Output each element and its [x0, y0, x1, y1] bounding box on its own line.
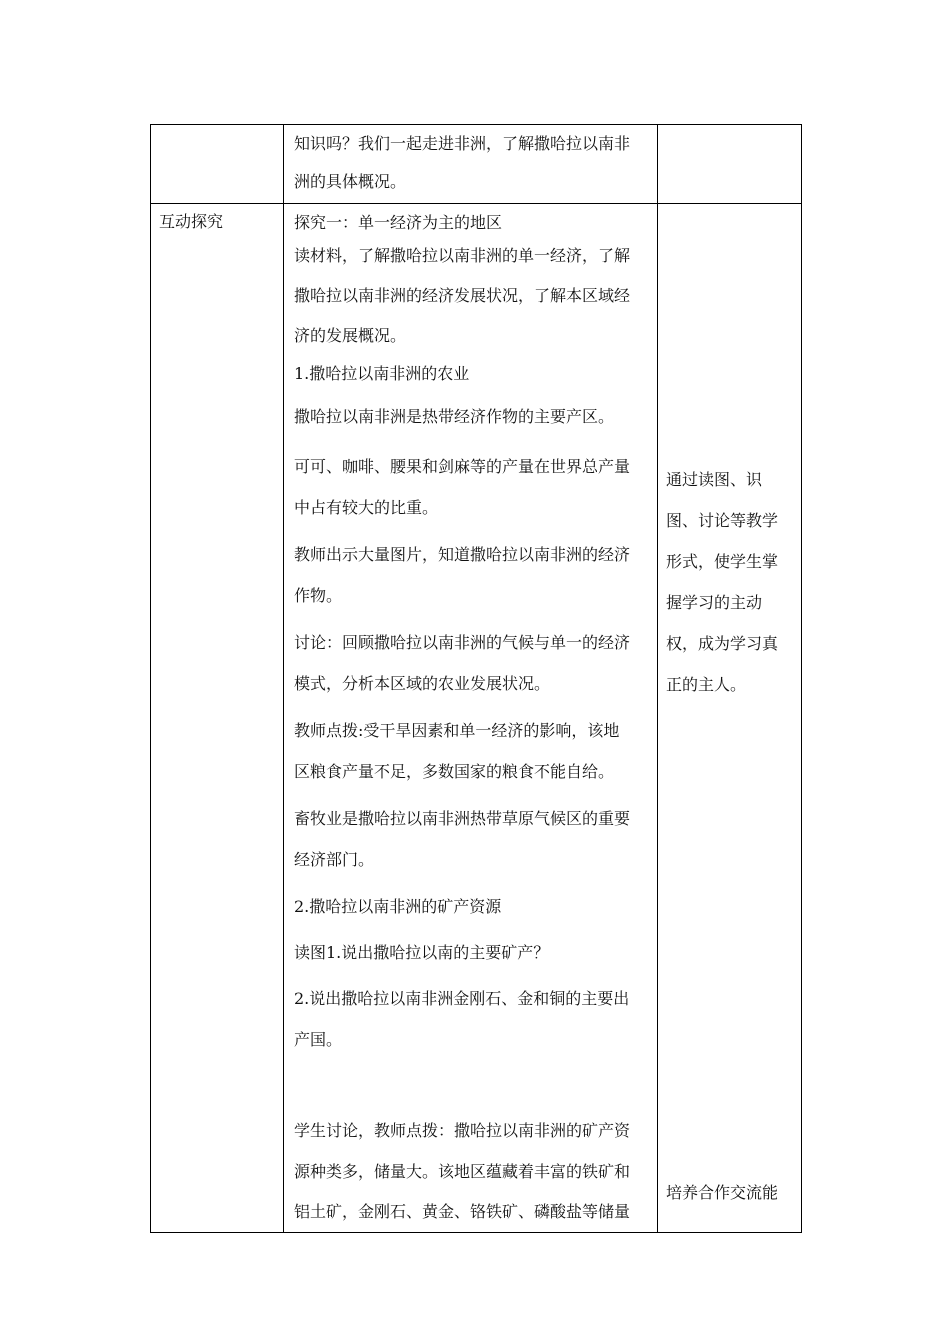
stage-cell	[151, 125, 284, 204]
table-row	[151, 125, 802, 204]
table-row	[151, 204, 802, 1233]
text-line: 正的主人。	[666, 675, 747, 694]
text-line: 读图1.说出撒哈拉以南的主要矿产？	[294, 943, 550, 962]
text-line: 撒哈拉以南非洲是热带经济作物的主要产区。	[294, 407, 615, 426]
text-line: 铝土矿，金刚石、黄金、铬铁矿、磷酸盐等储量	[294, 1202, 631, 1221]
text-line: 学生讨论，教师点拨：撒哈拉以南非洲的矿产资	[294, 1121, 631, 1140]
stage-label: 互动探究	[159, 212, 224, 231]
text-line: 畜牧业是撒哈拉以南非洲热带草原气候区的重要	[294, 809, 631, 828]
activity-cell	[284, 204, 658, 1233]
section-heading: 2.撒哈拉以南非洲的矿产资源	[294, 897, 502, 916]
text-line: 教师点拨:受干旱因素和单一经济的影响，该地	[294, 721, 620, 740]
activity-cell	[284, 125, 658, 204]
section-heading: 1.撒哈拉以南非洲的农业	[294, 364, 470, 383]
design-intent-note	[666, 459, 778, 705]
text-line: 产国。	[294, 1030, 343, 1049]
text-line: 中占有较大的比重。	[294, 498, 439, 517]
text-line: 2.说出撒哈拉以南非洲金刚石、金和铜的主要出	[294, 989, 630, 1008]
intent-cell	[658, 125, 802, 204]
intent-cell	[658, 204, 802, 1233]
text-line: 读材料，了解撒哈拉以南非洲的单一经济，了解	[294, 246, 631, 265]
text-line: 图、讨论等教学	[666, 511, 779, 530]
text-line: 模式，分析本区域的农业发展状况。	[294, 674, 551, 693]
text-line: 教师出示大量图片，知道撒哈拉以南非洲的经济	[294, 545, 631, 564]
text-line: 作物。	[294, 586, 343, 605]
text-line: 形式，使学生掌	[666, 552, 779, 571]
text-line: 经济部门。	[294, 850, 375, 869]
text-line: 讨论：回顾撒哈拉以南非洲的气候与单一的经济	[294, 633, 631, 652]
text-line: 握学习的主动	[666, 593, 763, 612]
text-line: 通过读图、识	[666, 470, 763, 489]
lesson-plan-table	[150, 124, 802, 1233]
section-heading: 探究一：单一经济为主的地区	[294, 213, 503, 232]
text-line: 源种类多，储量大。该地区蕴藏着丰富的铁矿和	[294, 1162, 631, 1181]
text-line: 济的发展概况。	[294, 326, 407, 345]
stage-cell	[151, 204, 284, 1233]
text-line: 培养合作交流能	[666, 1183, 779, 1202]
text-line: 权，成为学习真	[666, 634, 779, 653]
design-intent-note	[666, 1172, 778, 1213]
text-line: 知识吗？我们一起走进非洲，了解撒哈拉以南非	[294, 134, 631, 153]
text-line: 洲的具体概况。	[294, 172, 407, 191]
text-line: 可可、咖啡、腰果和剑麻等的产量在世界总产量	[294, 457, 631, 476]
text-line: 撒哈拉以南非洲的经济发展状况，了解本区域经	[294, 286, 631, 305]
text-line: 区粮食产量不足，多数国家的粮食不能自给。	[294, 762, 615, 781]
